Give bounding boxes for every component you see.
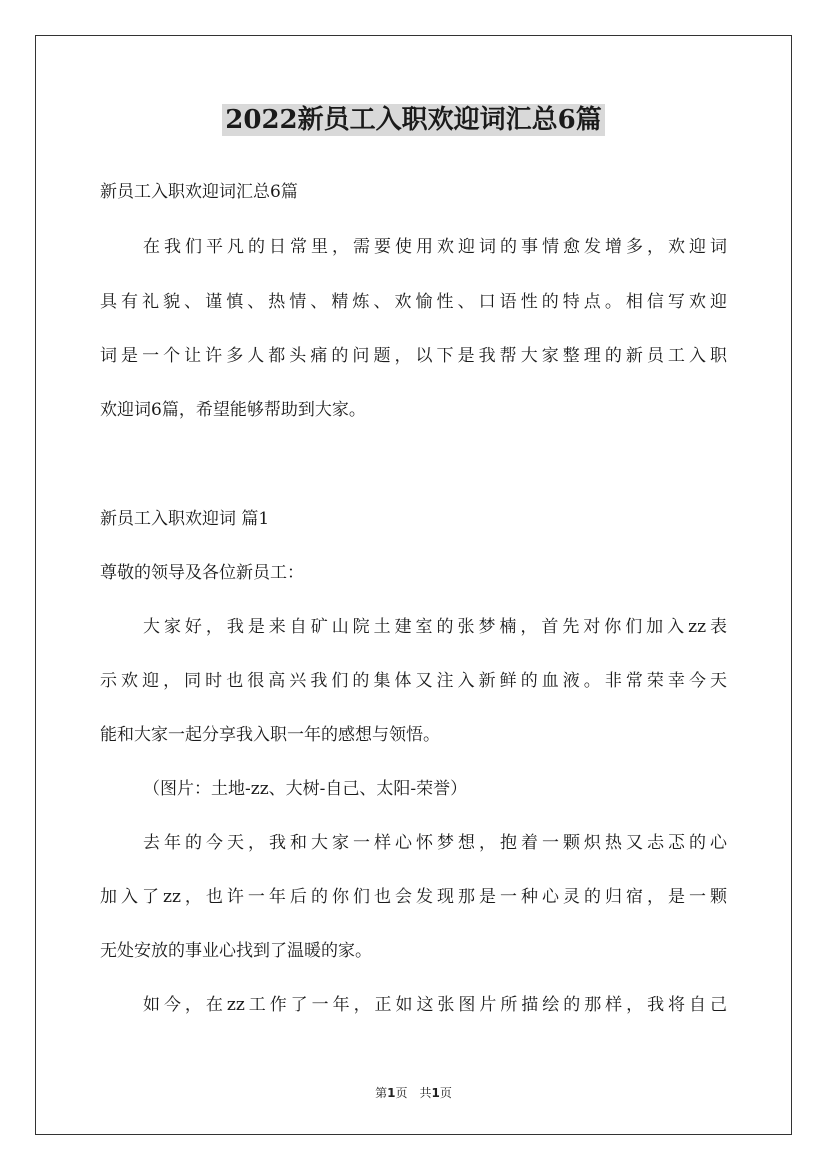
document-subtitle: 新员工入职欢迎词汇总6篇 <box>100 182 298 202</box>
image-note: （图片：土地-zz、大树-自己、太阳-荣誉） <box>143 779 468 799</box>
document-title <box>0 100 827 140</box>
intro-line-1: 在我们平凡的日常里，需要使用欢迎词的事情愈发增多，欢迎词 <box>143 237 727 257</box>
page-footer <box>0 1085 827 1101</box>
salutation: 尊敬的领导及各位新员工： <box>100 563 304 583</box>
para1-line-1: 大家好，我是来自矿山院土建室的张梦楠，首先对你们加入zz表 <box>143 617 727 637</box>
footer-mid: 页 共 <box>395 1086 432 1100</box>
footer-total-pages: 1 <box>431 1086 440 1100</box>
intro-line-4: 欢迎词6篇，希望能够帮助到大家。 <box>100 400 366 420</box>
para2-line-1: 去年的今天，我和大家一样心怀梦想，抱着一颗炽热又忐忑的心 <box>143 833 727 853</box>
footer-suffix: 页 <box>439 1086 452 1100</box>
intro-line-3: 词是一个让许多人都头痛的问题，以下是我帮大家整理的新员工入职 <box>100 346 727 366</box>
document-title-text: 2022新员工入职欢迎词汇总6篇 <box>222 104 604 136</box>
para2-line-3: 无处安放的事业心找到了温暖的家。 <box>100 941 372 961</box>
para2-line-2: 加入了zz，也许一年后的你们也会发现那是一种心灵的归宿，是一颗 <box>100 887 727 907</box>
footer-prefix: 第 <box>375 1086 388 1100</box>
para3-line-1: 如今，在zz工作了一年，正如这张图片所描绘的那样，我将自己 <box>143 995 727 1015</box>
section-heading: 新员工入职欢迎词 篇1 <box>100 509 270 529</box>
footer-page-number: 1 <box>387 1086 396 1100</box>
intro-line-2: 具有礼貌、谨慎、热情、精炼、欢愉性、口语性的特点。相信写欢迎 <box>100 292 727 312</box>
para1-line-2: 示欢迎，同时也很高兴我们的集体又注入新鲜的血液。非常荣幸今天 <box>100 671 727 691</box>
para1-line-3: 能和大家一起分享我入职一年的感想与领悟。 <box>100 725 440 745</box>
